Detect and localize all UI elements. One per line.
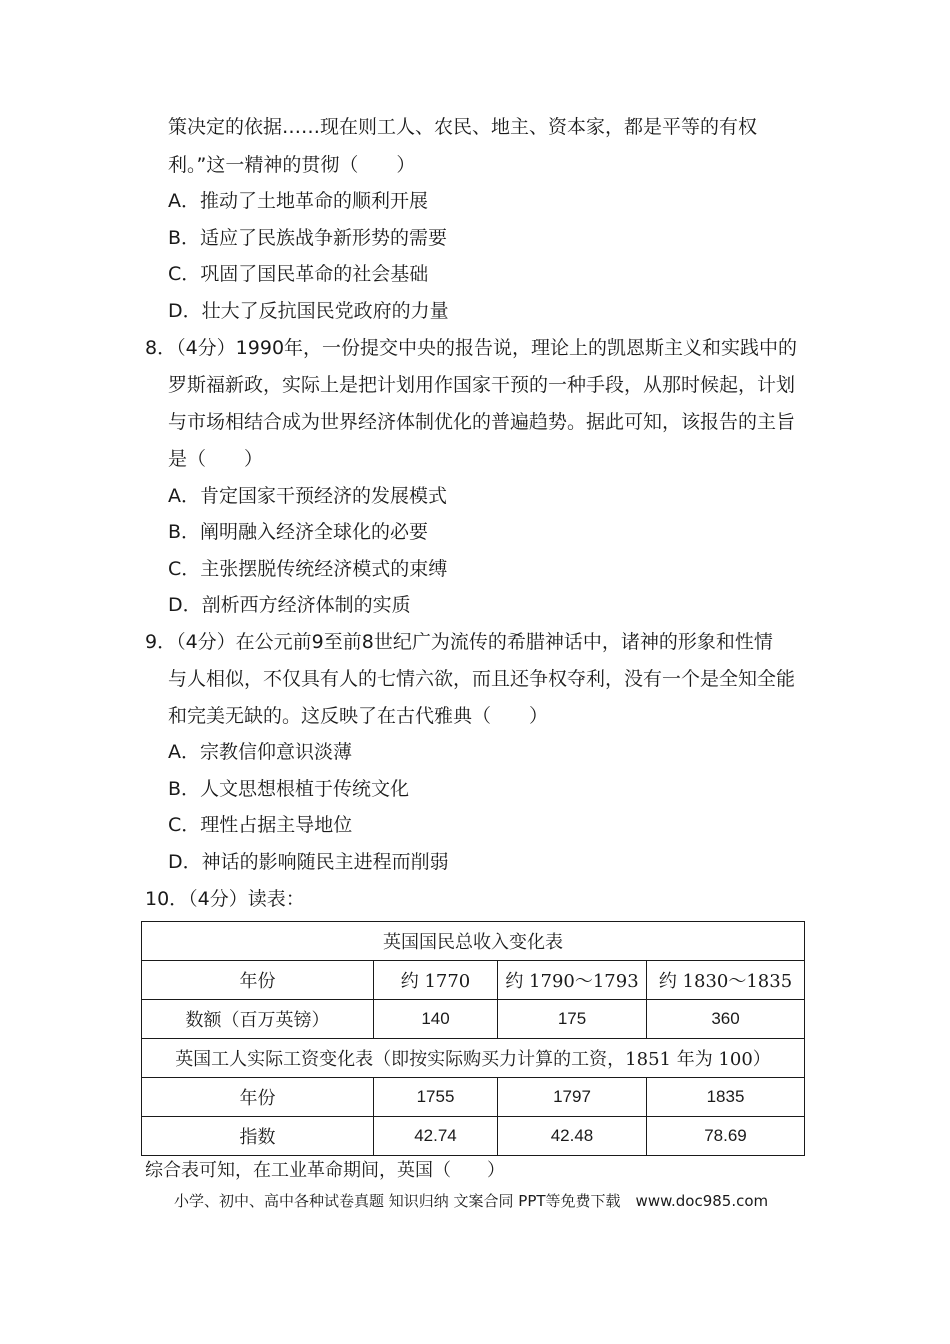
table2-caption: 英国工人实际工资变化表（即按实际购买力计算的工资，1851 年为 100） [142, 1039, 805, 1078]
q8-line-2: 罗斯福新政，实际上是把计划用作国家干预的一种手段，从那时候起，计划 [168, 374, 796, 396]
table2-value-row [142, 1117, 805, 1156]
table1-value: 360 [647, 1000, 805, 1039]
table2-caption-row [142, 1039, 805, 1078]
q7-option-c: C．巩固了国民革命的社会基础 [168, 263, 429, 285]
q10-question: 综合表可知，在工业革命期间，英国（ ） [145, 1160, 505, 1181]
table2-value: 42.74 [374, 1117, 498, 1156]
q9-option-d: D．神话的影响随民主进程而削弱 [168, 851, 449, 873]
q9-line-1: 9．（4分）在公元前9至前8世纪广为流传的希腊神话中，诸神的形象和性情 [145, 631, 773, 653]
table1-value: 175 [498, 1000, 647, 1039]
table2-value: 78.69 [647, 1117, 805, 1156]
q9-option-a: A．宗教信仰意识淡薄 [168, 741, 352, 763]
table2-year-label: 年份 [142, 1078, 374, 1117]
income-wage-table [141, 921, 805, 1156]
q8-option-c: C．主张摆脱传统经济模式的束缚 [168, 558, 448, 580]
q8-option-d: D．剖析西方经济体制的实质 [168, 594, 411, 616]
table1-value-label: 数额（百万英镑） [142, 1000, 374, 1039]
footer-text: 小学、初中、高中各种试卷真题 知识归纳 文案合同 PPT等免费下载 www.doc985.com [174, 1192, 769, 1210]
table1-caption: 英国国民总收入变化表 [142, 922, 805, 961]
q7-option-a: A．推动了土地革命的顺利开展 [168, 190, 428, 212]
q7-option-b: B．适应了民族战争新形势的需要 [168, 227, 448, 249]
intro-line-2: 利。”这一精神的贯彻（ ） [168, 154, 416, 176]
table2-year: 1835 [647, 1078, 805, 1117]
q9-line-2: 与人相似，不仅具有人的七情六欲，而且还争权夺利，没有一个是全知全能 [168, 668, 796, 690]
table1-value-row [142, 1000, 805, 1039]
q9-line-3: 和完美无缺的。这反映了在古代雅典（ ） [168, 705, 549, 727]
table1-year-label: 年份 [142, 961, 374, 1000]
table2-year: 1797 [498, 1078, 647, 1117]
table2-year-row [142, 1078, 805, 1117]
table2-year: 1755 [374, 1078, 498, 1117]
q8-option-a: A．肯定国家干预经济的发展模式 [168, 485, 447, 507]
q7-option-d: D．壮大了反抗国民党政府的力量 [168, 300, 449, 322]
table1-caption-row [142, 922, 805, 961]
table1-year: 约 1830～1835 [647, 961, 805, 1000]
table2-value: 42.48 [498, 1117, 647, 1156]
q8-line-3: 与市场相结合成为世界经济体制优化的普遍趋势。据此可知，该报告的主旨 [168, 411, 796, 433]
table1-year: 约 1790～1793 [498, 961, 647, 1000]
intro-line-1: 策决定的依据……现在则工人、农民、地主、资本家，都是平等的有权 [168, 116, 758, 138]
q10-title: 10．（4分）读表： [145, 888, 305, 910]
q9-option-b: B．人文思想根植于传统文化 [168, 778, 410, 800]
table1-year-row [142, 961, 805, 1000]
table1-value: 140 [374, 1000, 498, 1039]
q8-line-1: 8．（4分）1990年，一份提交中央的报告说，理论上的凯恩斯主义和实践中的 [145, 337, 798, 359]
table2-value-label: 指数 [142, 1117, 374, 1156]
q8-line-4: 是（ ） [168, 448, 264, 470]
q8-option-b: B．阐明融入经济全球化的必要 [168, 521, 429, 543]
table1-year: 约 1770 [374, 961, 498, 1000]
q9-option-c: C．理性占据主导地位 [168, 814, 353, 836]
